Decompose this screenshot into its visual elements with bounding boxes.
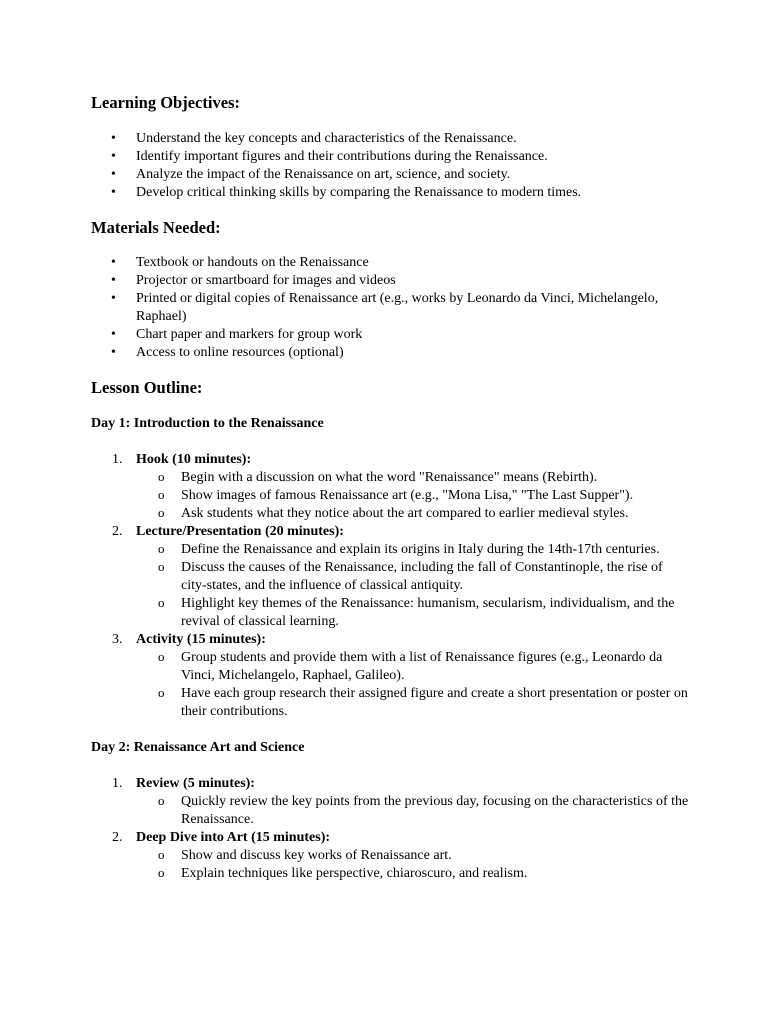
list-item: • Develop critical thinking skills by comparing the Renaissance to modern times. <box>111 185 582 200</box>
step-title: Lecture/Presentation (20 minutes): <box>136 524 344 539</box>
list-item: • Printed or digital copies of Renaissance art (e.g., works by Leonardo da Vinci, Michelangelo, Raphael) <box>111 291 659 324</box>
learning-objectives-heading: Learning Objectives: <box>91 93 240 112</box>
sub-item: o Quickly review the key points from the previous day, focusing on the characteristics of the Renaissance. <box>158 793 689 827</box>
step-points <box>136 793 691 829</box>
sub-item: o Group students and provide them with a list of Renaissance figures (e.g., Leonardo da Vinci, Michelangelo, Raphael, Galileo). <box>158 649 663 683</box>
sub-item: o Show and discuss key works of Renaissance art. <box>158 847 452 863</box>
step-number: 1. <box>112 452 123 467</box>
step-number: 3. <box>112 632 123 647</box>
sub-item: o Define the Renaissance and explain its origins in Italy during the 14th-17th centuries. <box>158 541 660 557</box>
bullet-icon: • <box>111 291 116 306</box>
document-page <box>91 92 691 883</box>
step-title: Activity (15 minutes): <box>136 632 266 647</box>
step-number: 2. <box>112 524 123 539</box>
circle-bullet-icon: o <box>158 487 165 502</box>
step-points <box>136 541 691 631</box>
bullet-icon: • <box>111 185 116 200</box>
list-item: • Understand the key concepts and characteristics of the Renaissance. <box>111 131 517 146</box>
day1-heading: Day 1: Introduction to the Renaissance <box>91 416 324 431</box>
circle-bullet-icon: o <box>158 469 165 484</box>
sub-item: o Discuss the causes of the Renaissance, including the fall of Constantinople, the rise of city-states, and the influence of classical antiquity. <box>158 559 663 593</box>
step-number: 1. <box>112 776 123 791</box>
list-item: • Chart paper and markers for group work <box>111 327 363 342</box>
learning-objectives-list <box>91 130 691 202</box>
sub-item: o Explain techniques like perspective, chiaroscuro, and realism. <box>158 865 528 881</box>
bullet-icon: • <box>111 255 116 270</box>
circle-bullet-icon: o <box>158 793 165 808</box>
circle-bullet-icon: o <box>158 505 165 520</box>
list-item: • Analyze the impact of the Renaissance on art, science, and society. <box>111 167 511 182</box>
bullet-icon: • <box>111 327 116 342</box>
step-points <box>136 469 691 523</box>
sub-item: o Show images of famous Renaissance art (e.g., "Mona Lisa," "The Last Supper"). <box>158 487 634 503</box>
circle-bullet-icon: o <box>158 649 165 664</box>
bullet-icon: • <box>111 149 116 164</box>
step-number: 2. <box>112 830 123 845</box>
day1-steps <box>91 451 691 721</box>
sub-item: o Begin with a discussion on what the word "Renaissance" means (Rebirth). <box>158 469 598 485</box>
sub-item: o Ask students what they notice about the art compared to earlier medieval styles. <box>158 505 629 521</box>
step-item <box>91 829 691 883</box>
circle-bullet-icon: o <box>158 865 165 880</box>
step-title: Deep Dive into Art (15 minutes): <box>136 830 331 845</box>
step-title: Hook (10 minutes): <box>136 452 252 467</box>
materials-heading: Materials Needed: <box>91 218 221 237</box>
day2-steps <box>91 775 691 883</box>
circle-bullet-icon: o <box>158 559 165 574</box>
step-item <box>91 523 691 631</box>
step-item <box>91 775 691 829</box>
step-item <box>91 451 691 523</box>
bullet-icon: • <box>111 273 116 288</box>
sub-item: o Highlight key themes of the Renaissance: humanism, secularism, individualism, and the revival of classical learning. <box>158 595 675 629</box>
bullet-icon: • <box>111 345 116 360</box>
circle-bullet-icon: o <box>158 595 165 610</box>
lesson-outline-heading: Lesson Outline: <box>91 378 203 397</box>
circle-bullet-icon: o <box>158 685 165 700</box>
step-item <box>91 631 691 721</box>
list-item: • Projector or smartboard for images and videos <box>111 273 396 288</box>
step-points <box>136 649 691 721</box>
day2-heading: Day 2: Renaissance Art and Science <box>91 740 305 755</box>
bullet-icon: • <box>111 167 116 182</box>
sub-item: o Have each group research their assigned figure and create a short presentation or poster on their contributions. <box>158 685 688 719</box>
list-item: • Access to online resources (optional) <box>111 345 344 360</box>
step-points <box>136 847 691 883</box>
list-item: • Identify important figures and their contributions during the Renaissance. <box>111 149 548 164</box>
materials-list <box>91 254 691 362</box>
circle-bullet-icon: o <box>158 541 165 556</box>
circle-bullet-icon: o <box>158 847 165 862</box>
bullet-icon: • <box>111 131 116 146</box>
step-title: Review (5 minutes): <box>136 776 255 791</box>
list-item: • Textbook or handouts on the Renaissance <box>111 255 369 270</box>
